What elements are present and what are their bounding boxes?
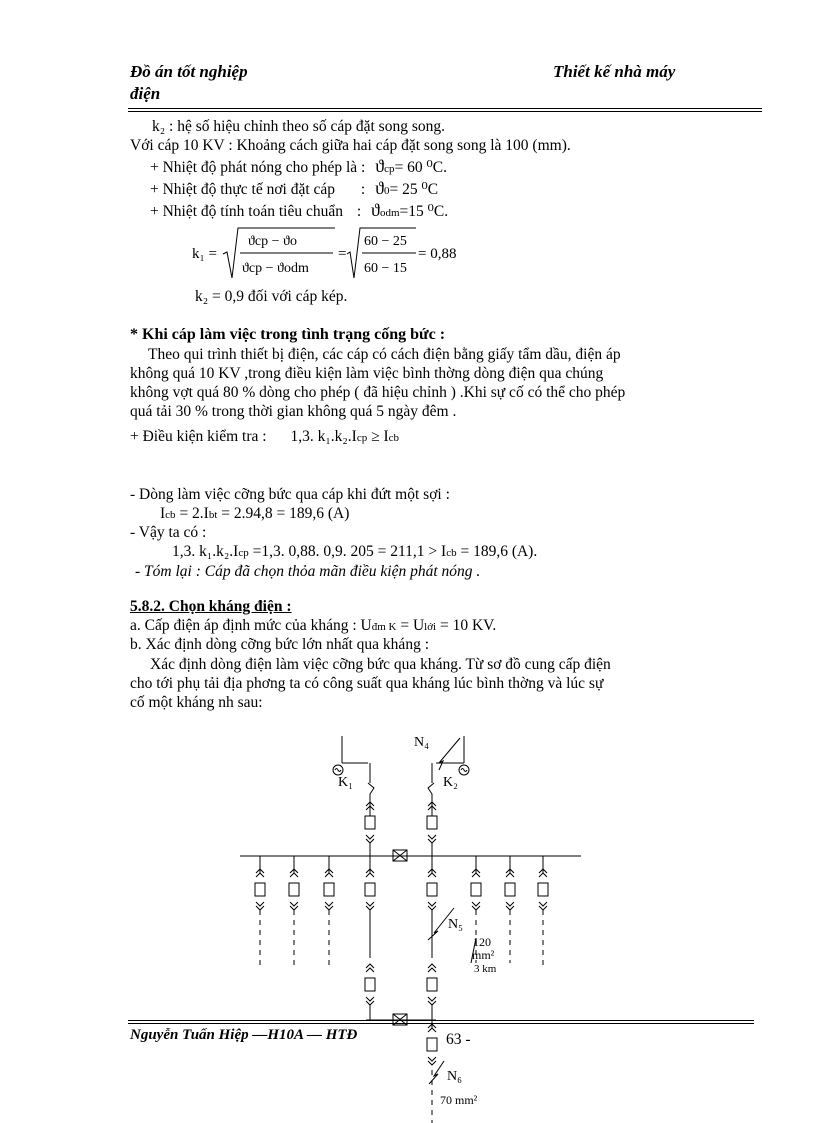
para-line-3: không vợt quá 80 % dòng cho phép ( đã hiệu chỉnh ) .Khi sự cố có thể cho phép	[130, 384, 626, 401]
power-diagram	[236, 728, 586, 1123]
line-check-result: 1,3. k₁.k₂.Icp =1,3. 0,88. 0,9. 205 = 211,1 > Icb = 189,6 (A).	[172, 543, 538, 560]
footer-rule-2	[128, 1023, 754, 1024]
label-k1: K₁	[338, 775, 353, 790]
line-temp-standard: + Nhiệt độ tính toán tiêu chuẩn : ϑodm=15 ⁰C.	[150, 200, 449, 220]
label-3km: 3 km	[474, 963, 497, 975]
footer-page-number: 63 -	[446, 1031, 471, 1048]
label-mm2: mm²	[472, 948, 495, 962]
line-conclusion: - Tóm lại : Cáp đã chọn thỏa mãn điều kiện phát nóng .	[135, 563, 481, 580]
formula-k1: k₁ =	[192, 246, 217, 262]
line-cable: Với cáp 10 KV : Khoảng cách giữa hai cáp đặt song song là 100 (mm).	[130, 137, 571, 154]
section-heading-forced: * Khi cáp làm việc trong tình trạng cống bức :	[130, 326, 446, 343]
formula-result: = 0,88	[418, 246, 457, 262]
line-k2-value: k₂ = 0,9 đối với cáp kép.	[195, 288, 348, 305]
label-k2: K₂	[443, 775, 458, 790]
para-line-4: quá tải 30 % trong thời gian không quá 5 ngày đêm .	[130, 403, 457, 420]
line-determine: b. Xác định dòng cỡng bức lớn nhất qua kháng :	[130, 636, 429, 653]
formula-den1: ϑcp − ϑodm	[242, 261, 309, 276]
formula-den2: 60 − 15	[364, 261, 407, 276]
line-forced-current: - Dòng làm việc cỡng bức qua cáp khi đứt một sợi :	[130, 486, 450, 503]
line-temp-allowed: + Nhiệt độ phát nóng cho phép là : ϑcp= 60 ⁰C.	[150, 156, 447, 176]
line-k2: k₂ : hệ số hiệu chỉnh theo số cáp đặt song song.	[152, 118, 445, 135]
footer-rule	[128, 1020, 754, 1021]
label-n4: N₄	[414, 735, 429, 750]
k1-formula	[190, 222, 490, 284]
header-rule	[128, 108, 762, 109]
header-title: Đồ án tốt nghiệp	[130, 62, 248, 81]
label-n6: N₆	[447, 1069, 462, 1084]
section-5-8-2-heading: 5.8.2. Chọn kháng điện :	[130, 598, 292, 615]
header-left	[130, 62, 248, 82]
para-line-1: Theo qui trình thiết bị điện, các cáp có cách điện bằng giấy tẩm dầu, điện áp	[148, 346, 621, 363]
header-right: Thiết kế nhà máy	[553, 62, 676, 81]
para2-line-2: cho tới phụ tải địa phơng ta có công suất qua kháng lúc bình thờng và lúc sự	[130, 675, 604, 692]
para-line-2: không quá 10 KV ,trong điều kiện làm việc bình thờng dòng điện qua chúng	[130, 365, 604, 382]
header-left-2: điện	[130, 84, 161, 103]
formula-eq: =	[338, 246, 347, 262]
label-120: 120	[473, 935, 491, 949]
para2-line-1: Xác định dòng điện làm việc cỡng bức qua kháng. Từ sơ đồ cung cấp điện	[150, 656, 611, 673]
line-temp-actual: + Nhiệt độ thực tế nơi đặt cáp : ϑ0= 25 ⁰C	[150, 178, 439, 198]
line-condition: + Điều kiện kiểm tra : 1,3. k₁.k₂.Icp ≥ Icb	[130, 428, 400, 445]
para2-line-3: cố một kháng nh sau:	[130, 694, 263, 711]
header-rule-2	[128, 111, 762, 112]
label-70mm2: 70 mm²	[440, 1093, 478, 1107]
line-so-we-have: - Vậy ta có :	[130, 524, 207, 541]
formula-num2: 60 − 25	[364, 234, 407, 249]
formula-num1: ϑcp − ϑo	[248, 234, 297, 249]
line-voltage: a. Cấp điện áp định mức của kháng : Uđm K = Ulới = 10 KV.	[130, 617, 497, 634]
line-icb: Icb = 2.Ibt = 2.94,8 = 189,6 (A)	[160, 505, 350, 522]
footer-author: Nguyễn Tuấn Hiệp —H10A — HTĐ	[130, 1027, 358, 1043]
label-n5: N₅	[448, 917, 463, 932]
